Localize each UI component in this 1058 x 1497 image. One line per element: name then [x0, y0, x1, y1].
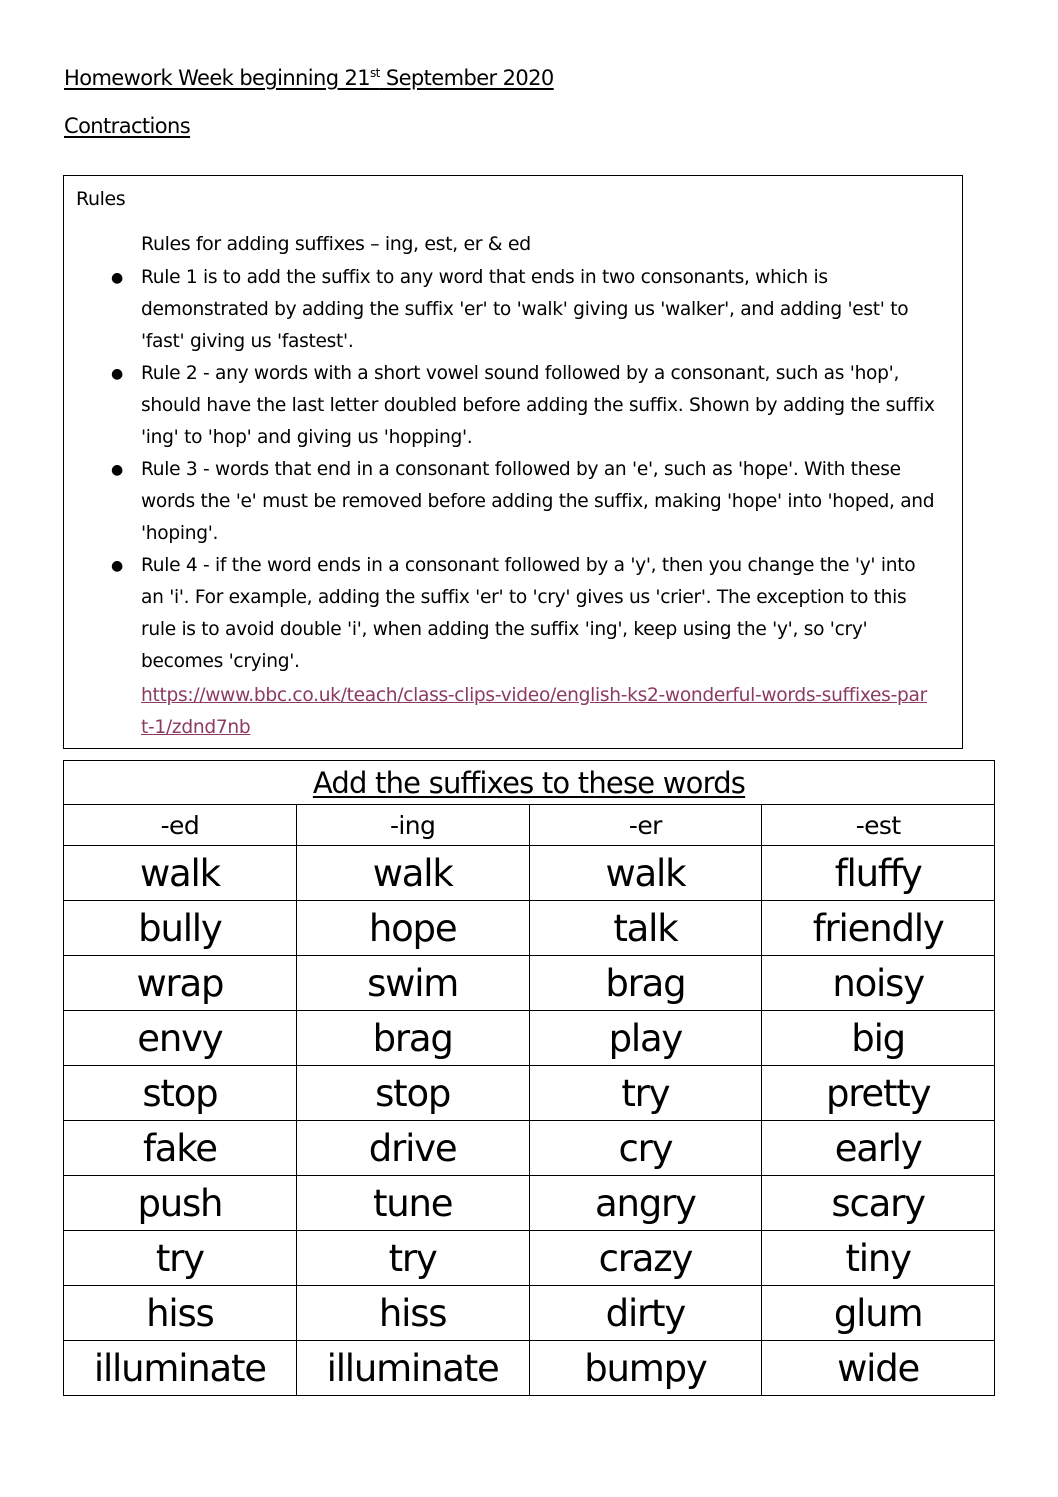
word-cell: dirty [529, 1286, 762, 1341]
column-header-ed: -ed [64, 805, 297, 846]
word-cell: play [529, 1011, 762, 1066]
page-subtitle: Contractions [64, 114, 191, 138]
bullet-icon: ● [111, 366, 123, 382]
table-header-row [64, 805, 995, 846]
rules-label: Rules [76, 188, 126, 210]
word-cell: friendly [762, 901, 995, 956]
table-row [64, 956, 995, 1011]
table-row [64, 1286, 995, 1341]
word-cell: swim [296, 956, 529, 1011]
rule-item [111, 358, 941, 454]
word-cell: tune [296, 1176, 529, 1231]
table-title [64, 761, 995, 805]
word-cell: crazy [529, 1231, 762, 1286]
title-prefix: Homework Week beginning 21 [64, 66, 371, 90]
table-title-text: Add the suffixes to these words [312, 765, 746, 800]
table-row [64, 1121, 995, 1176]
word-cell: scary [762, 1176, 995, 1231]
table-row [64, 1341, 995, 1396]
word-cell: try [529, 1066, 762, 1121]
column-header-ing: -ing [296, 805, 529, 846]
word-cell: angry [529, 1176, 762, 1231]
word-cell: walk [64, 846, 297, 901]
word-cell: noisy [762, 956, 995, 1011]
word-cell: drive [296, 1121, 529, 1176]
page-title [64, 66, 554, 90]
word-cell: hiss [64, 1286, 297, 1341]
word-cell: try [64, 1231, 297, 1286]
bbc-video-link[interactable]: https://www.bbc.co.uk/teach/class-clips-video/english-ks2-wonderful-words-suffixes-part-1/zdnd7nb [141, 685, 927, 738]
rules-intro: Rules for adding suffixes – ing, est, er & ed [141, 233, 531, 255]
word-cell: wide [762, 1341, 995, 1396]
word-cell: brag [529, 956, 762, 1011]
rules-box [63, 175, 963, 749]
word-cell: stop [296, 1066, 529, 1121]
bullet-icon: ● [111, 558, 123, 574]
word-cell: illuminate [296, 1341, 529, 1396]
word-cell: illuminate [64, 1341, 297, 1396]
word-cell: early [762, 1121, 995, 1176]
word-cell: try [296, 1231, 529, 1286]
word-cell: glum [762, 1286, 995, 1341]
word-cell: wrap [64, 956, 297, 1011]
word-cell: bumpy [529, 1341, 762, 1396]
rule-item [111, 262, 941, 358]
table-row [64, 901, 995, 956]
word-cell: talk [529, 901, 762, 956]
bullet-icon: ● [111, 462, 123, 478]
table-title-row [64, 761, 995, 805]
table-row [64, 1066, 995, 1121]
word-cell: walk [529, 846, 762, 901]
table-row [64, 1176, 995, 1231]
rule-item [111, 550, 941, 678]
table-row [64, 846, 995, 901]
rule-text: Rule 1 is to add the suffix to any word that ends in two consonants, which is demonstrated by adding the suffix 'er' to 'walk' giving us 'walker', and adding 'est' to 'fast' giving us 'fastest'. [141, 267, 909, 352]
title-suffix: September 2020 [379, 66, 554, 90]
title-ordinal-suffix: st [370, 66, 380, 80]
suffix-words-table [63, 760, 995, 1396]
bullet-icon: ● [111, 270, 123, 286]
word-cell: hiss [296, 1286, 529, 1341]
word-cell: stop [64, 1066, 297, 1121]
rules-list [111, 262, 941, 678]
word-cell: push [64, 1176, 297, 1231]
word-cell: big [762, 1011, 995, 1066]
word-cell: cry [529, 1121, 762, 1176]
word-cell: walk [296, 846, 529, 901]
table-row [64, 1011, 995, 1066]
column-header-er: -er [529, 805, 762, 846]
word-cell: bully [64, 901, 297, 956]
word-cell: fluffy [762, 846, 995, 901]
rule-text: Rule 2 - any words with a short vowel sound followed by a consonant, such as 'hop', should have the last letter doubled before adding the suffix. Shown by adding the suffix 'ing' to 'hop' and giving us 'hopping'. [141, 363, 935, 448]
column-header-est: -est [762, 805, 995, 846]
word-cell: pretty [762, 1066, 995, 1121]
word-cell: brag [296, 1011, 529, 1066]
word-cell: hope [296, 901, 529, 956]
rule-text: Rule 3 - words that end in a consonant followed by an 'e', such as 'hope'. With these words the 'e' must be removed before adding the suffix, making 'hope' into 'hoped, and 'hoping'. [141, 459, 935, 544]
table-row [64, 1231, 995, 1286]
word-cell: fake [64, 1121, 297, 1176]
word-cell: envy [64, 1011, 297, 1066]
rule-text: Rule 4 - if the word ends in a consonant followed by a 'y', then you change the 'y' into an 'i'. For example, adding the suffix 'er' to 'cry' gives us 'crier'. The exception to this rule is to avoid double 'i', when adding the suffix 'ing', keep using the 'y', so 'cry' becomes 'crying'. [141, 555, 916, 672]
word-cell: tiny [762, 1231, 995, 1286]
rule-item [111, 454, 941, 550]
